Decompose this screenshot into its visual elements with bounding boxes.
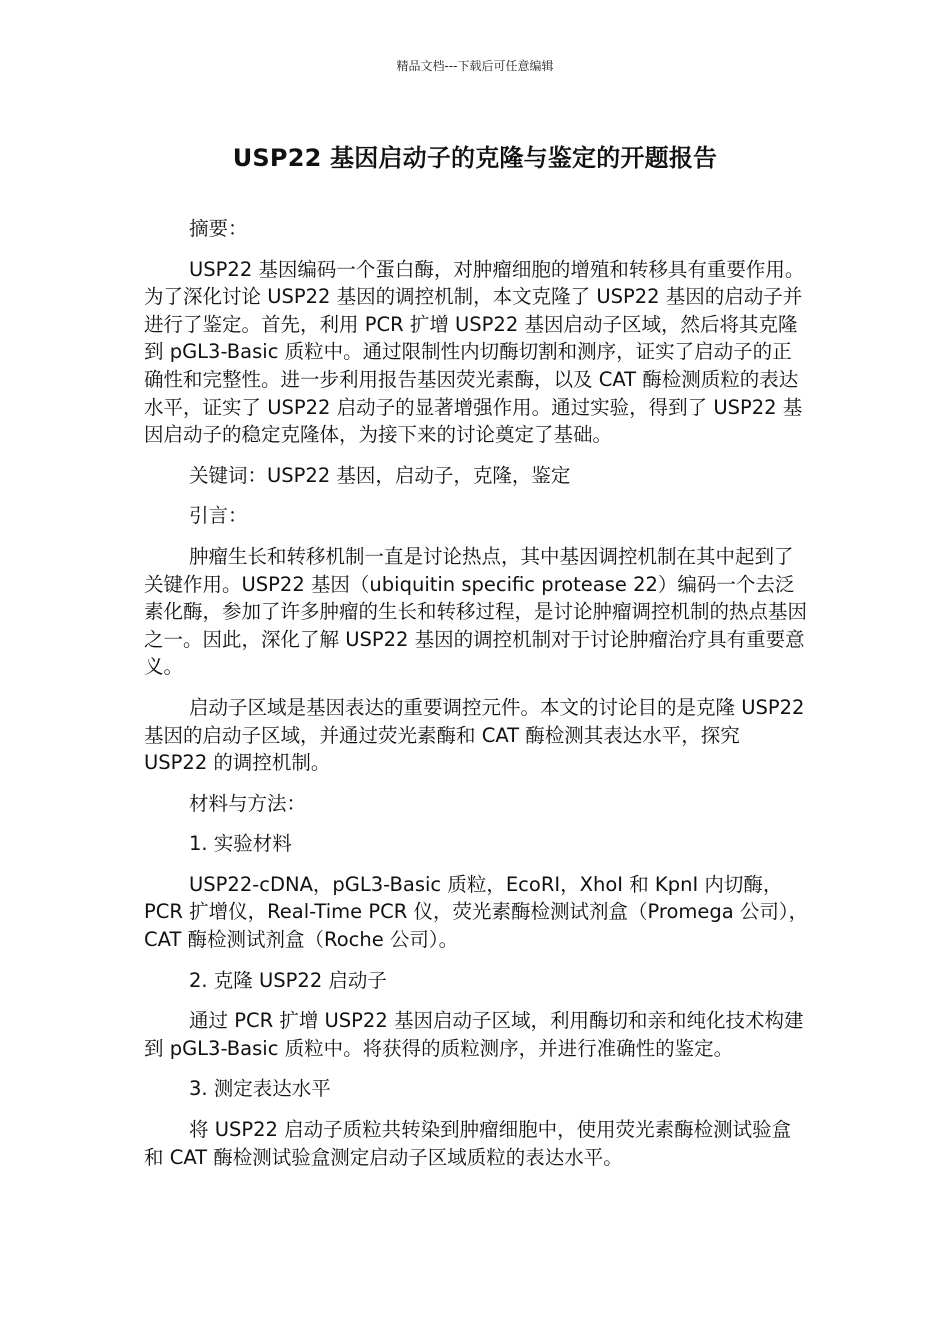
cloning-paragraph: 通过 PCR 扩增 USP22 基因启动子区域，利用酶切和亲和纯化技术构建到 pGL3-Basic 质粒中。将获得的质粒测序，并进行准确性的鉴定。 [144,1009,804,1060]
expression-paragraph: 将 USP22 启动子质粒共转染到肿瘤细胞中，使用荧光素酶检测试验盒和 CAT 酶检测试验盒测定启动子区域质粒的表达水平。 [144,1118,792,1169]
section-1-heading: 1. 实验材料 [189,832,292,856]
section-2-heading: 2. 克隆 USP22 启动子 [189,968,387,992]
abstract-heading: 摘要： [189,217,248,240]
introduction-heading: 引言： [189,504,248,528]
document-title: USP22 基因启动子的克隆与鉴定的开题报告 [232,144,718,172]
methods-heading: 材料与方法： [189,791,307,815]
introduction-paragraph-1: 肿瘤生长和转移机制一直是讨论热点，其中基因调控机制在其中起到了关键作用。USP22 基因（ubiquitin specific protease 22）编码一个去泛素化酶，参加了许多肿瘤的生长和转移过程，是讨论肿瘤调控机制的热点基因之一。因此，深化了解 USP22 基因的调控机制对于讨论肿瘤治疗具有重要意义。 [144,544,808,679]
introduction-paragraph-2: 启动子区域是基因表达的重要调控元件。本文的讨论目的是克隆 USP22 基因的启动子区域，并通过荧光素酶和 CAT 酶检测其表达水平，探究 USP22 的调控机制。 [144,695,805,775]
page-header-note: 精品文档---下载后可任意编辑 [396,59,554,73]
document-body [144,215,809,1184]
section-3-heading: 3. 测定表达水平 [189,1077,331,1101]
materials-paragraph: USP22-cDNA，pGL3-Basic 质粒，EcoRI，XhoI 和 KpnI 内切酶，PCR 扩增仪，Real-Time PCR 仪，荧光素酶检测试剂盒（Promega 公司），CAT 酶检测试剂盒（Roche 公司）。 [144,872,809,952]
keywords-line: 关键词：USP22 基因，启动子，克隆，鉴定 [189,463,571,487]
abstract-paragraph: USP22 基因编码一个蛋白酶，对肿瘤细胞的增殖和转移具有重要作用。为了深化讨论 USP22 基因的调控机制，本文克隆了 USP22 基因的启动子并进行了鉴定。首先，利用 PCR 扩增 USP22 基因启动子区域，然后将其克隆到 pGL3-Basic 质粒中。通过限制性内切酶切割和测序，证实了启动子的正确性和完整性。进一步利用报告基因荧光素酶，以及 CAT 酶检测质粒的表达水平，证实了 USP22 启动子的显著增强作用。通过实验，得到了 USP22 基因启动子的稳定克隆体，为接下来的讨论奠定了基础。 [144,257,805,447]
